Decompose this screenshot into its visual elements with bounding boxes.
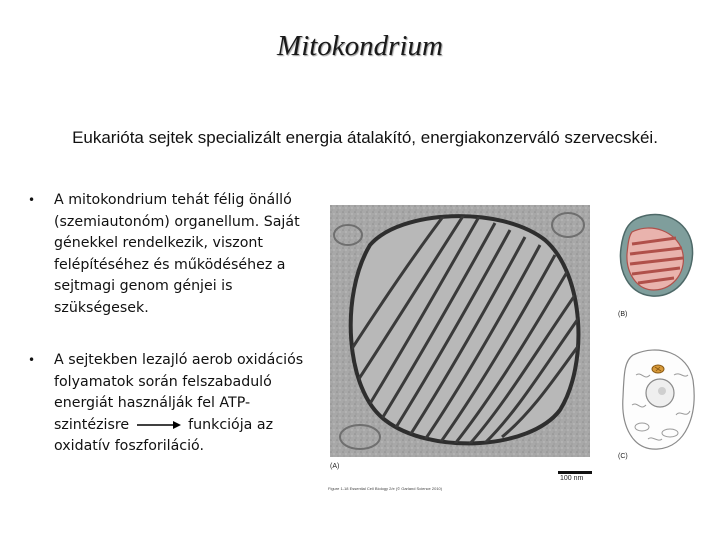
slide-title: Mitokondrium [277, 30, 443, 62]
mitochondrion-3d-illustration [616, 210, 696, 300]
bullet-item [28, 350, 318, 458]
bullet-marker: • [28, 193, 36, 207]
slide-subtitle: Eukarióta sejtek specializált energia átalakító, energiakonzerváló szervecskéi. [72, 128, 658, 147]
bullet-item [28, 190, 318, 319]
figure-label-c: (C) [618, 453, 628, 460]
right-arrow-icon [136, 420, 182, 430]
electron-micrograph-image [330, 205, 590, 457]
animal-cell-sketch [618, 345, 698, 455]
figure-label-b: (B) [618, 311, 628, 318]
bullet-list [28, 190, 318, 458]
scale-bar [558, 471, 592, 474]
scale-bar-label: 100 nm [560, 475, 584, 482]
bullet-text: A mitokondrium tehát félig önálló (szemiautonóm) organellum. Saját génekkel rendelkezik, viszont felépítéséhez és működéséhez a sejtmagi genom génjei is szükségesek. [54, 192, 300, 316]
figure-caption: Figure 1-18 Essential Cell Biology 2/e (© Garland Science 2010) [328, 486, 443, 491]
bullet-marker: • [28, 353, 36, 367]
figure-label-a: (A) [330, 463, 340, 470]
bullet-text: A sejtekben lezajló aerob oxidációs folyamatok során felszabaduló energiát használják fel ATP-szintézisre [54, 352, 304, 433]
bullet-text-continued: funkciója az oxidatív foszforiláció. [54, 416, 274, 454]
mitochondrion-figure [328, 205, 700, 495]
